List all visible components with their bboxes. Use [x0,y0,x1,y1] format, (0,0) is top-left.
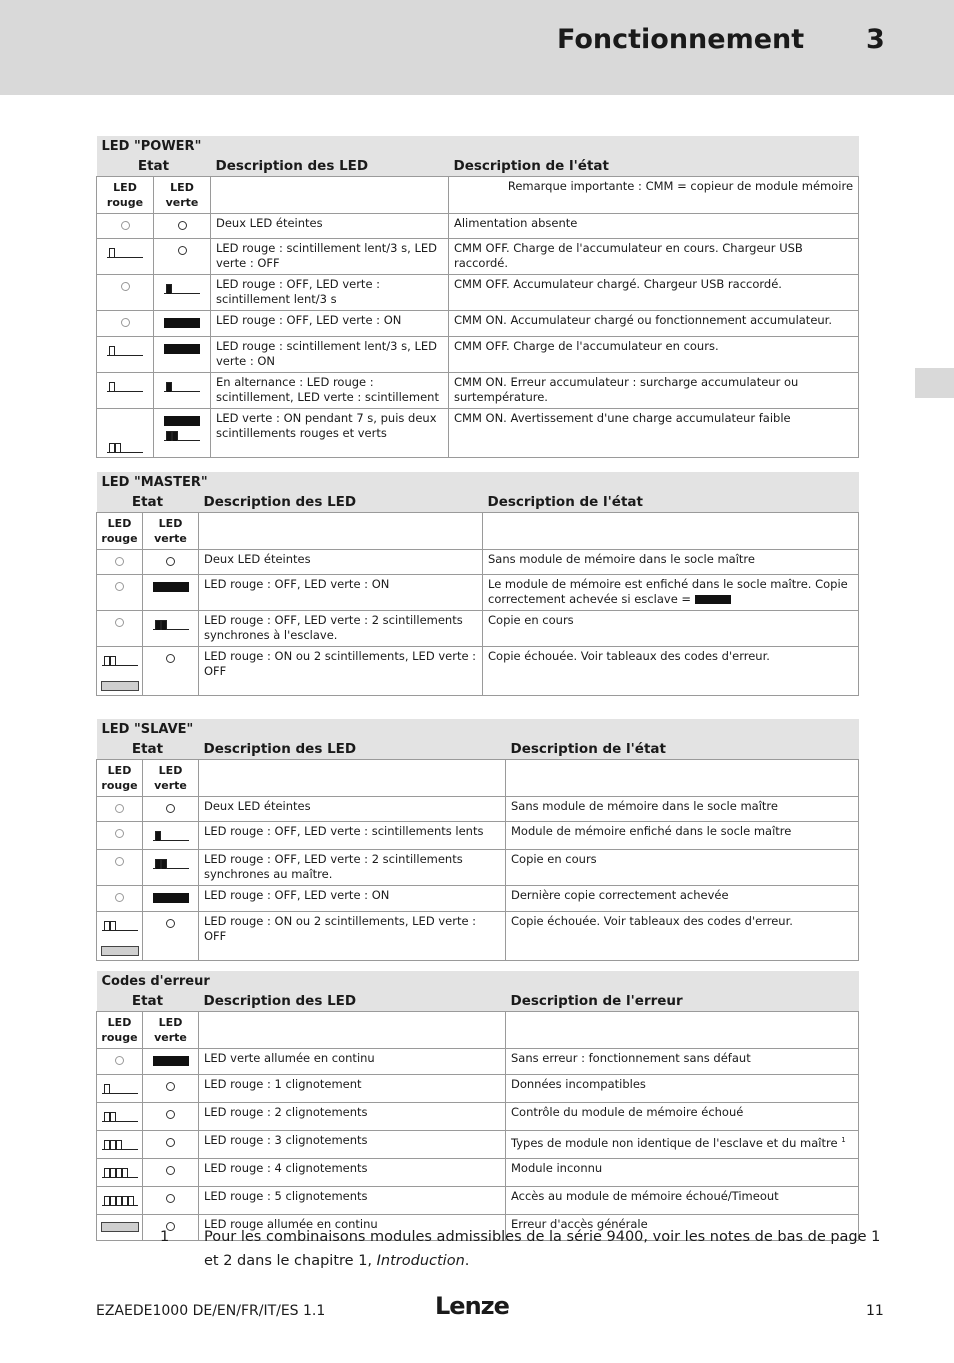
table-row [97,1049,859,1075]
col-led-verte: LED verte [154,177,211,214]
led-lit-icon [101,946,139,956]
green-led-state [143,611,199,647]
green-led-state [143,1131,199,1159]
green-led-state [154,409,211,458]
led-off-icon [166,1194,175,1203]
table-row [97,373,859,409]
state-description: Copie en cours [488,613,574,627]
state-description: Alimentation absente [454,216,578,230]
col-etat: Etat [97,492,199,513]
red-led-state [97,1131,143,1159]
led-description: LED rouge : 3 clignotements [199,1131,506,1159]
red-led-state [97,239,154,275]
led-off-icon [166,654,175,663]
table-row [97,575,859,611]
page-number: 11 [866,1303,884,1319]
led-off-icon [166,1166,175,1175]
led-description: Deux LED éteintes [199,797,506,822]
led-description: LED rouge : scintillement lent/3 s, LED verte : ON [211,337,449,373]
footnote-body: Pour les combinaisons modules admissibles de la série 9400, voir les notes de bas de page 1 et 2 dans le chapitre 1, [204,1229,881,1269]
green-led-state [143,647,199,696]
state-description: Module de mémoire enfiché dans le socle maître [511,824,792,838]
col-etat: Etat [97,156,211,177]
red-led-state [97,611,143,647]
led-description: LED rouge : 2 clignotements [199,1103,506,1131]
led-off-icon [121,318,130,327]
page-header [0,0,954,95]
led-blink-icon [102,1082,138,1094]
led-description: LED verte : ON pendant 7 s, puis deux scintillements rouges et verts [211,409,449,458]
col-led-verte: LED verte [143,513,199,550]
green-led-state [143,575,199,611]
state-description: Copie échouée. Voir tableaux des codes d'erreur. [488,649,770,663]
footnote-text [204,1225,894,1273]
table-row [97,886,859,912]
led-slave-table [96,719,859,961]
col-desc-erreur: Description de l'erreur [506,991,859,1012]
state-description: CMM ON. Erreur accumulateur : surcharge accumulateur ou surtempérature. [454,375,799,404]
footnote-end: . [464,1253,470,1269]
table-row [97,797,859,822]
led-description: LED verte allumée en continu [199,1049,506,1075]
green-led-state [143,1187,199,1215]
table-row [97,822,859,850]
col-desc-led: Description des LED [199,492,483,513]
led-description: LED rouge : ON ou 2 scintillements, LED verte : OFF [199,912,506,961]
state-description: CMM OFF. Accumulateur chargé. Chargeur USB raccordé. [454,277,782,291]
state-description: Copie en cours [511,852,597,866]
led-blink-icon [102,1138,138,1150]
led-off-icon [121,221,130,230]
table-row [97,1159,859,1187]
red-led-state [97,1075,143,1103]
document-code: EZAEDE1000 DE/EN/FR/IT/ES 1.1 [96,1303,326,1319]
led-off-icon [115,857,124,866]
led-on-icon [164,318,200,328]
red-led-state [97,1159,143,1187]
table-row [97,214,859,239]
red-led-state [97,850,143,886]
led-off-icon [178,246,187,255]
led-description: LED rouge : OFF, LED verte : 2 scintillements synchrones au maître. [199,850,506,886]
led-blink-icon [153,829,189,841]
red-led-state [97,797,143,822]
state-description: Module inconnu [511,1161,603,1175]
green-led-state [143,797,199,822]
led-off-icon [115,893,124,902]
led-blink-icon [164,282,200,294]
led-off-icon [166,1138,175,1147]
table-row [97,311,859,337]
green-led-state [143,1049,199,1075]
table-row [97,1103,859,1131]
led-off-icon [166,1082,175,1091]
green-led-state [154,311,211,337]
led-off-icon [166,919,175,928]
green-led-state [143,1159,199,1187]
table-row [97,1187,859,1215]
table-row [97,611,859,647]
red-led-state [97,373,154,409]
error-codes-table [96,971,859,1241]
red-led-state [97,575,143,611]
table-row [97,275,859,311]
state-description: Types de module non identique de l'esclave et du maître [511,1135,838,1150]
page-title: Fonctionnement [557,24,805,55]
led-description: LED rouge : OFF, LED verte : ON [199,575,483,611]
cmm-note: Remarque importante : CMM = copieur de module mémoire [449,177,859,214]
state-description: Erreur d'accès générale [511,1217,648,1231]
led-description: LED rouge allumée en continu [199,1215,506,1241]
led-description: En alternance : LED rouge : scintillement, LED verte : scintillement [211,373,449,409]
col-etat: Etat [97,739,199,760]
led-blink-icon [153,618,189,630]
led-description: LED rouge : OFF, LED verte : scintillement lent/3 s [211,275,449,311]
col-led-verte: LED verte [143,760,199,797]
col-etat: Etat [97,991,199,1012]
state-description: Dernière copie correctement achevée [511,888,729,902]
led-blink-icon [107,246,143,258]
state-description: CMM ON. Avertissement d'une charge accumulateur faible [454,411,791,425]
footnote-ref: 1 [841,1136,846,1144]
green-led-state [143,850,199,886]
red-led-state [97,337,154,373]
green-led-state [154,214,211,239]
led-description: LED rouge : 1 clignotement [199,1075,506,1103]
red-led-state [97,822,143,850]
col-desc-etat: Description de l'état [483,492,859,513]
table-row [97,337,859,373]
state-description: Le module de mémoire est enfiché dans le socle maître. Copie correctement achevée si esclave = [488,577,848,606]
led-off-icon [115,829,124,838]
led-description: LED rouge : OFF, LED verte : ON [211,311,449,337]
led-blink-icon [107,380,143,392]
table-caption: Codes d'erreur [97,971,859,991]
col-led-rouge: LED rouge [97,177,154,214]
green-led-state [143,886,199,912]
table-caption: LED "POWER" [97,136,859,156]
led-blink-icon [102,654,138,666]
led-off-icon [115,557,124,566]
led-off-icon [166,1110,175,1119]
red-led-state [97,311,154,337]
table-caption: LED "MASTER" [97,472,859,492]
state-description: CMM ON. Accumulateur chargé ou fonctionnement accumulateur. [454,313,833,327]
led-blink-icon [102,1194,138,1206]
col-desc-led: Description des LED [211,156,449,177]
red-led-state [97,1187,143,1215]
led-description: LED rouge : 5 clignotements [199,1187,506,1215]
led-blink-icon [164,380,200,392]
led-off-icon [115,1056,124,1065]
state-description: Sans erreur : fonctionnement sans défaut [511,1051,751,1065]
red-led-state [97,550,143,575]
col-led-rouge: LED rouge [97,760,143,797]
state-description: Copie échouée. Voir tableaux des codes d'erreur. [511,914,793,928]
red-led-state [97,1215,143,1241]
led-blink-icon [102,1166,138,1178]
table-caption: LED "SLAVE" [97,719,859,739]
table-row [97,912,859,961]
table-row [97,1131,859,1159]
green-led-state [143,1075,199,1103]
led-lit-icon [101,681,139,691]
red-led-state [97,912,143,961]
led-on-icon [153,582,189,592]
green-led-state [154,275,211,311]
led-description: LED rouge : 4 clignotements [199,1159,506,1187]
led-description: LED rouge : scintillement lent/3 s, LED verte : OFF [211,239,449,275]
led-description: Deux LED éteintes [211,214,449,239]
led-blink-icon [164,429,200,441]
led-lit-icon [101,1222,139,1232]
chapter-number: 3 [866,24,885,55]
led-off-icon [115,804,124,813]
led-power-table [96,136,859,458]
red-led-state [97,214,154,239]
green-led-state [143,912,199,961]
red-led-state [97,1103,143,1131]
table-row [97,647,859,696]
table-row [97,550,859,575]
table-row [97,850,859,886]
led-off-icon [115,582,124,591]
green-led-state [143,1215,199,1241]
col-desc-led: Description des LED [199,739,506,760]
col-desc-led: Description des LED [199,991,506,1012]
state-description: Sans module de mémoire dans le socle maître [488,552,755,566]
red-led-state [97,647,143,696]
green-led-state [154,373,211,409]
green-led-state [154,337,211,373]
state-description: Contrôle du module de mémoire échoué [511,1105,744,1119]
led-blink-icon [153,857,189,869]
led-blink-icon [107,441,143,453]
state-description: Sans module de mémoire dans le socle maître [511,799,778,813]
led-on-icon [153,893,189,903]
col-led-rouge: LED rouge [97,1012,143,1049]
led-off-icon [166,804,175,813]
led-off-icon [178,221,187,230]
col-led-rouge: LED rouge [97,513,143,550]
green-led-state [154,239,211,275]
col-led-verte: LED verte [143,1012,199,1049]
led-description: LED rouge : OFF, LED verte : 2 scintillements synchrones à l'esclave. [199,611,483,647]
led-on-icon [164,344,200,354]
green-led-state [143,1103,199,1131]
red-led-state [97,409,154,458]
led-blink-icon [102,1110,138,1122]
table-row [97,239,859,275]
led-description: Deux LED éteintes [199,550,483,575]
chapter-side-tab [915,368,954,398]
table-row [97,1075,859,1103]
led-on-icon [695,595,731,604]
led-description: LED rouge : OFF, LED verte : ON [199,886,506,912]
led-description: LED rouge : ON ou 2 scintillements, LED verte : OFF [199,647,483,696]
footnote-number: 1 [160,1229,170,1245]
led-off-icon [121,282,130,291]
red-led-state [97,275,154,311]
state-description: Données incompatibles [511,1077,646,1091]
led-blink-icon [102,919,138,931]
table-row [97,409,859,458]
footnote-italic: Introduction [376,1253,465,1269]
col-desc-etat: Description de l'état [506,739,859,760]
led-on-icon [164,416,200,426]
state-description: CMM OFF. Charge de l'accumulateur en cours. Chargeur USB raccordé. [454,241,803,270]
led-blink-icon [107,344,143,356]
state-description: CMM OFF. Charge de l'accumulateur en cours. [454,339,719,353]
state-description: Accès au module de mémoire échoué/Timeout [511,1189,779,1203]
led-off-icon [166,557,175,566]
red-led-state [97,1049,143,1075]
green-led-state [143,822,199,850]
lenze-logo: Lenze [435,1292,509,1320]
col-desc-etat: Description de l'état [449,156,859,177]
led-on-icon [153,1056,189,1066]
green-led-state [143,550,199,575]
led-description: LED rouge : OFF, LED verte : scintillements lents [199,822,506,850]
red-led-state [97,886,143,912]
led-master-table [96,472,859,696]
led-off-icon [115,618,124,627]
